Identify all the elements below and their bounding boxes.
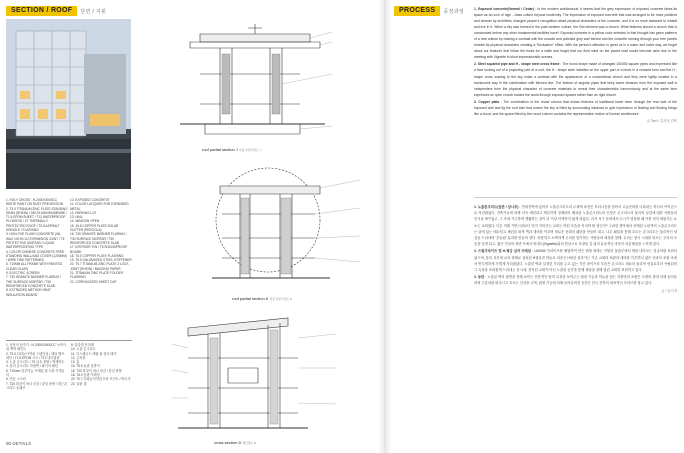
en-credit: 글·Text / 김서정 건축 xyxy=(646,118,677,123)
note-ko-item: 15. T6.5 동판 물받이 xyxy=(71,364,100,369)
note-item: 2. T3.0 TITANIUM ZINC PLATE STANDING SEAM (RHEIN) / DELTA MAXIMUMRANE / T1.5 EPDM SHEET / T12 WATERPROOF PLYWOOD / 2T THERMALLY PROTECTED ROOF / T0.5 ASPHALT SHINGLE / FLASHING xyxy=(6,206,68,233)
drawing-roof-section-j xyxy=(160,14,340,146)
drawing-cross-section-d xyxy=(168,308,343,438)
roof-section-j-drawing xyxy=(160,14,340,146)
note-item: 3. NON-THE FLUSH CONCRETE (W) : WAX 100 IN 1/2 EXPANSION JOINT / T5 PROTECTIVE MORTAR / LIQUID WATERPROOFING TYPE xyxy=(6,232,65,250)
note-item: 20. T0.7 TITANIUM ZINC PLATE 3 LOCK JOINT (RHEIN) / BACKING PAPER xyxy=(70,262,129,271)
note-item: 13. HALL xyxy=(70,215,84,220)
note-item: 5. T10MM ALL FRAME WITH PAINTED CLEAR GLASS xyxy=(6,262,63,271)
note-ko-item: 13. 홀 xyxy=(71,360,80,365)
banner-sub: 단면 / 지붕 xyxy=(80,8,106,15)
section-roof-banner xyxy=(6,6,106,16)
folio xyxy=(6,441,31,446)
note-item: 15. 16.5 COPPER PLATE SOLAR GUTTER (PERGOLA) xyxy=(70,223,119,233)
note-ko-item: 6. 전동 스크린 xyxy=(6,377,26,382)
caption-k-sub: 지붕 부분단면도 K xyxy=(269,297,292,301)
ko-text: : 현대건축에 있어서 노출콘크리트의 무채색 표현은 모더니즘을 넘어서 고급문화를 나타내는 하나의 아이콘으로 자리잡았다. 건축가들에 의해 더욱 세련되고 깨끗하게 정제되어 배치된 노출콘크리트의 인상은 콘크리트의 물리적 성질에 대한 사람들의 인식을 바꾸었고, 그 속에 거주하며 생활하는 것이 더 이상 어색하지 않게 되었다. 과거 서구 문화에서 도시가 형성될 때 가장 먼저 세워지는 요소는 교회였다. 다른 어떤 기반시설보다 먼저 지어지는 교회는 어떤 모습을 지녀야 할 것인가? 그러한 생각에서 선택된 노란색의 노출콘크리트는 뒤에 있는 매끄럽고 세련된 회색 벽과 대비를 이루며 새로운 문화의 패턴을 만들어 내고, 나무 패널을 통해 흐르는 콘크리트는 물리적인 성질을 드러내며 '흔들림' 효과를 만들어 낸다. 따뜻하고 소박하게 우리를 맞이하는 사람들의 애정과 함께, 우리는 잠시 시대를 따르는 우리의 모습을 잊게 되고, 짧은 인상의 장면 속에서 비네트(Vignette)와의 만남으로 포장된 길 위의 유동적인 마음이 차분해짐을 느끼게 된다. xyxy=(474,205,677,247)
building-photo-illustration xyxy=(6,19,131,189)
note-item: 16. T30 GRANITE BURNER FLARING / T30 SURFACE MORTAR / T30 REINFORCED CONCRETE SLAB xyxy=(70,232,127,245)
note-ko-item: 2. T3.0 티타늄아연판 스탠딩심 / 델타 멤브레인 / T1.5 EPDM 시트 / T12 내수합판 xyxy=(6,351,65,360)
caption-d-label: cross section D xyxy=(214,440,242,445)
banner-tag: SECTION / ROOF xyxy=(6,6,77,16)
en-text: : In the modern architectural, it seems that the grey expression of exposed concrete takes its space as an icon of high - class culture beyond modernity. The impression of exposed concrete that was arranged to be more polished and cleaner by architects changed people's recognition about physical characters of the concrete, and it is no more awkward to inhabit and live in it. When a city was formed in the past western culture, the first element was a church. What features should a church that is constructed before any other fundamental facilities have? Exposed concrete in a yellow color selected in that thought has given patterns of a new culture by making a contrast with the smooth and polished grey wall behind and the concrete running through your tree panels reveals its physical characters creating a "fluctuation" effect. With the person's affection to greet us in a warm and naive way, we forget about our features that follow the times for a while and forget that our fluid mind on the paved road would become calm due to the meeting with Vignette in short impressionistic scenes. xyxy=(474,7,677,60)
caption-section-d xyxy=(214,440,256,445)
banner-sub: 공정과정 xyxy=(443,8,464,15)
caption-section-j xyxy=(202,147,261,152)
page-gutter xyxy=(378,0,392,453)
english-text-block xyxy=(474,6,677,124)
note-ko-item: 11. 익스팬디드 메탈 위 컬러 래커 xyxy=(71,351,117,356)
note-item: 7. T30 GRANITE BURNER FLARING / THE SURFACE MORTAR / T30 REINFORCED CONCRETE SLAB xyxy=(6,275,61,288)
notes-ko xyxy=(6,343,132,390)
note-ko-item: 16. T30 화강석 버너 마감 / 붙임 몰탈 xyxy=(71,368,122,373)
note-item: 22. CORRUGATED SHEET CAP xyxy=(70,279,117,284)
note-item: 12. PARKING LOT xyxy=(70,210,97,215)
ko-text: : 100X50 각파이프를 배열하여 만든 원형 형태는 지붕의 돌출부에서 밖을 내다보는 얼굴처럼 표현되었으며, 블록 상부에 교차 형태로 설치된 H형강과 하늘로 치솟은 H형강 십자가는 기존 교회의 외관과 대비를 이루면서 얇은 선과의 조합 속에서 반투명하게 가볍게 자리잡았다. 노출된 벽과 일정한 거리를 두고 있는 각진 파이프의 모습은 콘크리트 재료의 물리적 성질로부터 독립되어 그 특성을 조화롭게 드러내는 동시에, 경직된 교회가 아닌 노출된 공간을 통해 세상을 향해 열린 교회를 표현하고 있다. xyxy=(474,249,677,273)
note-item: 6. ELECTRIC SCREEN xyxy=(6,271,40,276)
korean-text-block xyxy=(474,204,677,294)
ko-lead: 스틸각파이프 및 H-형강 십자 프레임 xyxy=(477,249,531,254)
note-item: 1. HOLY CROSS : H-2000X3000CC WHITE PAINT ON RUST PREVENTION xyxy=(6,198,64,207)
en-paragraph-1: 1. Exposed concrete(Normal / Cedar) : In the modern architectural, it seems that the grey expression of exposed concrete takes its space as an icon of high - class culture beyond modernity. The impression of exposed concrete that was arranged to be more polished and cleaner by architects changed people's recognition about physical characters of the concrete, and it is no more awkward to inhabit and live in it. When a city was formed in the past western culture, the first element was a church. What features should a church that is constructed before any other fundamental facilities have? Exposed concrete in a yellow color selected in that thought has given patterns of a new culture by making a contrast with the smooth and polished grey wall behind and the concrete running through your tree panels reveals its physical characters creating a "fluctuation" effect. With the person's affection to greet us in a warm and naive way, we forget about our features that follow the times for a while and forget that our fluid mind on the paved road would become calm due to the meeting with Vignette in short impressionistic scenes. xyxy=(474,7,677,60)
cross-section-d-drawing xyxy=(168,308,343,438)
en-text: : The round shape made of arranged 100X50 square pipes and expressed like a face looking out of a projecting part of a roof, the H - shape steel installed on the upper part of a block in a crossed form and the H - shape cross soaring to the sky make a contrast with the appearance of a conventional church and they were lightly located in a translucent way in the combination with thinned line. The feature of angular pipes that keep some distance from the exposed wall is independent from the physical character of concrete materials to reveal their characteristics harmoniously and at the same time expresses an open church toward the world through exposed spaces rather than an rigid church. xyxy=(474,62,677,97)
ko-paragraph-1: 1. 노출콘크리트(일반 / 삼나무) : 현대건축에 있어서 노출콘크리트의 무채색 표현은 모더니즘을 넘어서 고급문화를 나타내는 하나의 아이콘으로 자리잡았다. 건축가들에 의해 더욱 세련되고 깨끗하게 정제되어 배치된 노출콘크리트의 인상은 콘크리트의 물리적 성질에 대한 사람들의 인식을 바꾸었고, 그 속에 거주하며 생활하는 것이 더 이상 어색하지 않게 되었다. 과거 서구 문화에서 도시가 형성될 때 가장 먼저 세워지는 요소는 교회였다. 다른 어떤 기반시설보다 먼저 지어지는 교회는 어떤 모습을 지녀야 할 것인가? 그러한 생각에서 선택된 노란색의 노출콘크리트는 뒤에 있는 매끄럽고 세련된 회색 벽과 대비를 이루며 새로운 문화의 패턴을 만들어 내고, 나무 패널을 통해 흐르는 콘크리트는 물리적인 성질을 드러내며 '흔들림' 효과를 만들어 낸다. 따뜻하고 소박하게 우리를 맞이하는 사람들의 애정과 함께, 우리는 잠시 시대를 따르는 우리의 모습을 잊게 되고, 짧은 인상의 장면 속에서 비네트(Vignette)와의 만남으로 포장된 길 위의 유동적인 마음이 차분해짐을 느끼게 된다. xyxy=(474,205,677,247)
note-item: 21. TITANIUM ZINC PLATE FOLDER FLASHING xyxy=(70,271,123,280)
note-ko-item: 7. T30 화강석 버너 마감 / 붙임 몰탈 / 철근콘크리트 슬래브 xyxy=(6,381,67,390)
note-item: 4. COLOR CHINESE CONCRETE FREE STANDING WALL/ADD COVER (1200MM) / WIRE FINE PATTERNED xyxy=(6,249,67,263)
caption-d-sub: 횡단면도 D xyxy=(242,441,257,445)
en-text: : The combination of the round column that shows features of traditional tower seen through the rear side of the exposed wall and fig the roof side that covers the sky is lifted by surrounding windows to give impression of floating and flowing things like a cloud, and the space lifted by the round column contains the representative motive of Korean architecture. xyxy=(474,99,678,116)
notes-divider xyxy=(6,340,132,341)
ko-credit: 글 / 김서정 xyxy=(661,288,677,293)
note-item: 18. T6.0 COPPER PLATE FLASHING xyxy=(70,253,124,258)
note-ko-item: 1. 성당의 십자가 : H-2000X3000CC 녹막이 위 백색 페인트 xyxy=(6,343,66,352)
en-paragraph-2: 2. Steel squared pipe and H - shape steel cross frame : The round shape made of arranged 100X50 square pipes and expressed like a face looking out of a projecting part of a roof, the H - shape steel installed on the upper part of a block in a crossed form and the H - shape cross soaring to the sky make a contrast with the appearance of a conventional church and they were lightly located in a translucent way in the combination with thinned line. The feature of angular pipes that keep some distance from the exposed wall is independent from the physical character of concrete materials to reveal their characteristics harmoniously and at the same time expresses an open church toward the world through exposed spaces rather than an rigid church. xyxy=(474,62,677,97)
en-paragraph-3: 3. Copper plate : The combination of the round column that shows features of traditional tower seen through the rear side of the exposed wall and fig the roof side that covers the sky is lifted by surrounding windows to give impression of floating and flowing things like a cloud, and the space lifted by the round column contains the representative motive of Korean architecture. xyxy=(474,99,678,116)
note-ko-item: 5. T10mm 알루미늄 프레임 위 도장 투명유리 xyxy=(6,368,65,378)
text-divider xyxy=(474,197,677,198)
note-ko-item: 10. 노출 콘크리트 xyxy=(71,347,96,352)
caption-j-sub: 지붕 부분단면도 J xyxy=(238,148,261,152)
ko-lead: 노출콘크리트(일반 / 삼나무) xyxy=(477,205,519,209)
caption-j-label: roof partial section J xyxy=(202,147,238,152)
en-lead: Copper plate xyxy=(478,99,500,104)
note-item: 8. EXTRUDED METHOD HEAT INSULATION BOARD xyxy=(6,288,51,297)
banner-tag: PROCESS xyxy=(394,6,440,16)
ko-paragraph-2: 2. 스틸각파이프 및 H-형강 십자 프레임 : 100X50 각파이프를 배열하여 만든 원형 형태는 지붕의 돌출부에서 밖을 내다보는 얼굴처럼 표현되었으며, 블록 상부에 교차 형태로 설치된 H형강과 하늘로 치솟은 H형강 십자가는 기존 교회의 외관과 대비를 이루면서 얇은 선과의 조합 속에서 반투명하게 가볍게 자리잡았다. 노출된 벽과 일정한 거리를 두고 있는 각진 파이프의 모습은 콘크리트 재료의 물리적 성질로부터 독립되어 그 특성을 조화롭게 드러내는 동시에, 경직된 교회가 아닌 노출된 공간을 통해 세상을 향해 열린 교회를 표현하고 있다. xyxy=(474,249,677,273)
note-ko-item: 4. 컬러 콘크리트 자립벽 / 와이어 패턴 xyxy=(6,364,58,369)
note-ko-item: 3. 노출 콘크리트 / T5 보호 몰탈 / 액체방수 xyxy=(6,360,65,365)
building-photo xyxy=(6,19,131,189)
caption-k-label: roof partial section K xyxy=(232,296,269,301)
notes-en-col1 xyxy=(6,198,68,297)
note-ko-item: 20. T0.7 티타늄아연판 3 락 조인트 / 방수지 xyxy=(71,377,131,382)
note-item: 14. WINDOW OPEN xyxy=(70,219,100,224)
ko-text: : 노출된 벽의 뒷면을 통해 보이는 전통적인 탑의 특징을 보여주는 원형 기둥과 하늘을 덮는 지붕면의 조합은 주변의 창에 의해 들어올려져 구름처럼 떠다니고 흐르는 인상을 주며, 원형 기둥에 의해 들어올려진 공간은 한국 건축의 대표적인 모티브를 담고 있다. xyxy=(474,275,677,286)
note-item: 10. EXPOSED CONCRETE xyxy=(70,198,110,202)
ko-paragraph-3: 3. 동판 : 노출된 벽의 뒷면을 통해 보이는 전통적인 탑의 특징을 보여주는 원형 기둥과 하늘을 덮는 지붕면의 조합은 주변의 창에 의해 들어올려져 구름처럼 떠다니고 흐르는 인상을 주며, 원형 기둥에 의해 들어올려진 공간은 한국 건축의 대표적인 모티브를 담고 있다. xyxy=(474,275,677,286)
note-item: 11. COLOR LACQUER FOR EXPANDED METAL xyxy=(70,202,129,211)
note-item: 19. T6.0 GALVANIZED STEEL STIFFENER xyxy=(70,258,132,263)
note-ko-item: 22. 골판 캡 xyxy=(71,381,87,386)
en-lead: Exposed concrete(Normal / Cedar) xyxy=(478,7,534,11)
note-ko-item: 12. 주차장 xyxy=(71,355,86,360)
note-ko-item: 18. T6.0 동판 후레싱 xyxy=(71,373,100,378)
note-item: 17. INTERIOR T/W / T5 SOUNDPROOF BOARD xyxy=(70,245,128,254)
process-banner xyxy=(394,6,464,16)
en-lead: Steel squared pipe and H - shape steel cross frame xyxy=(477,62,560,67)
folio-text: 90 DETAILS xyxy=(6,441,32,446)
note-ko-item: 8. 압출법 단열재 xyxy=(71,343,94,347)
roof-section-k-drawing xyxy=(210,158,370,293)
caption-section-k xyxy=(232,296,292,301)
drawing-roof-section-k xyxy=(210,158,370,293)
notes-en-col2 xyxy=(70,198,132,284)
ko-lead: 동판 xyxy=(477,275,485,280)
